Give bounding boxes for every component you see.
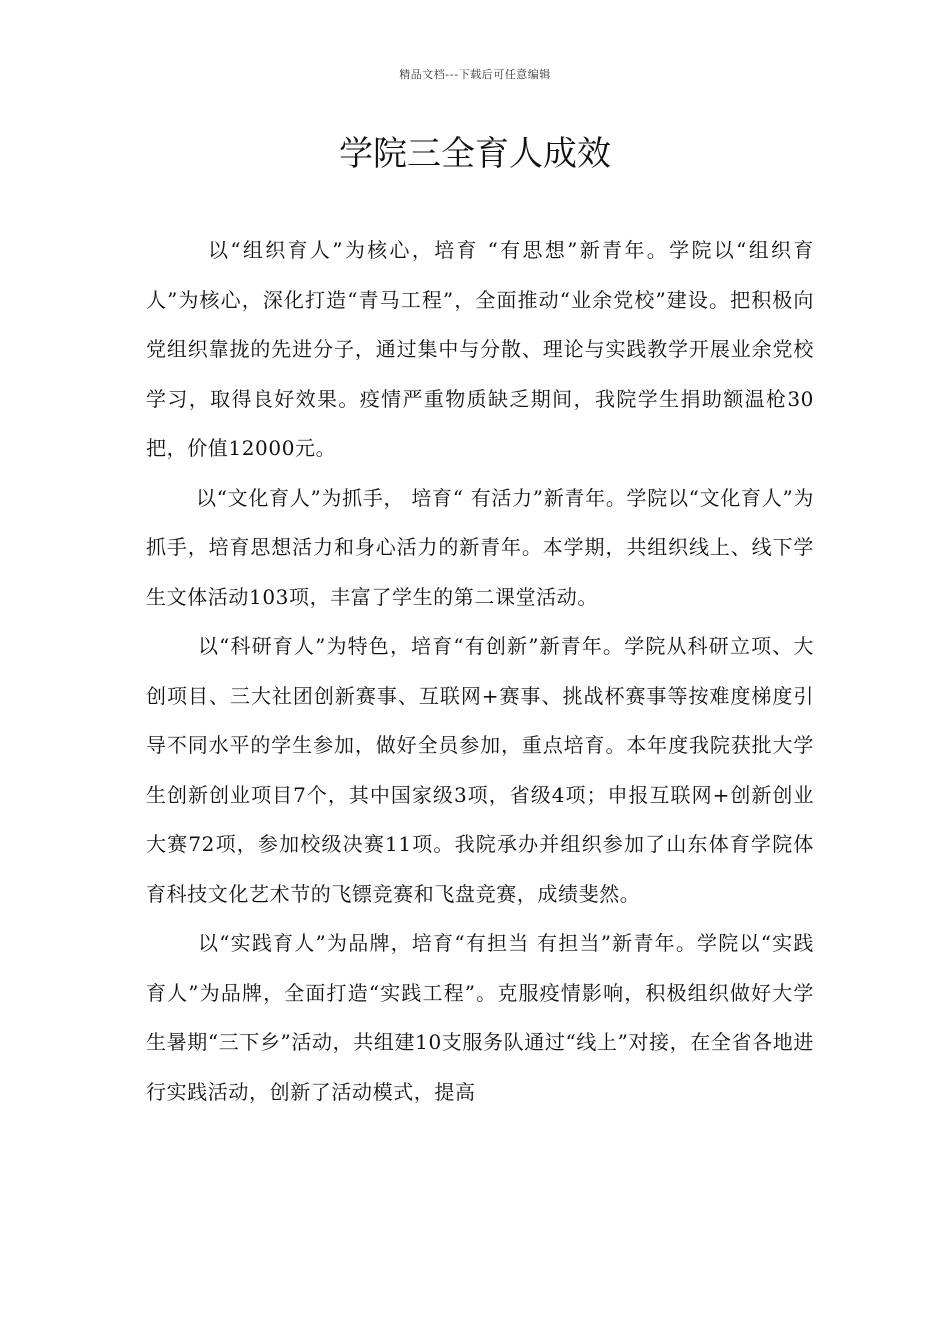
page-header: 精品文档---下载后可任意编辑	[399, 68, 551, 81]
document-body	[146, 226, 814, 1117]
paragraph-organization: 以“组织育人”为核心，培育 “有思想”新青年。学院以“组织育人”为核心，深化打造“青马工程”，全面推动“业余党校”建设。把积极向党组织靠拢的先进分子，通过集中与分散、理论与实践教学开展业余党校学习，取得良好效果。疫情严重物质缺乏期间，我院学生捐助额温枪30把，价值12000元。	[146, 238, 814, 460]
paragraph-practice: 以“实践育人”为品牌，培育“有担当 有担当”新青年。学院以“实践育人”为品牌，全面打造“实践工程”。克服疫情影响，积极组织做好大学生暑期“三下乡”活动，共组建10支服务队通过“线上”对接，在全省各地进行实践活动，创新了活动模式，提高	[146, 931, 814, 1104]
document-title: 学院三全育人成效	[339, 134, 611, 174]
paragraph-research: 以“科研育人”为特色，培育“有创新”新青年。学院从科研立项、大创项目、三大社团创新赛事、互联网+赛事、挑战杯赛事等按难度梯度引导不同水平的学生参加，做好全员参加，重点培育。本年度我院获批大学生创新创业项目7个，其中国家级3项，省级4项；申报互联网+创新创业大赛72项，参加校级决赛11项。我院承办并组织参加了山东体育学院体育科技文化艺术节的飞镖竞赛和飞盘竞赛，成绩斐然。	[146, 634, 814, 906]
paragraph-culture: 以“文化育人”为抓手， 培育“ 有活力”新青年。学院以“文化育人”为抓手，培育思想活力和身心活力的新青年。本学期，共组织线上、线下学生文体活动103项，丰富了学生的第二课堂活动。	[146, 485, 814, 609]
